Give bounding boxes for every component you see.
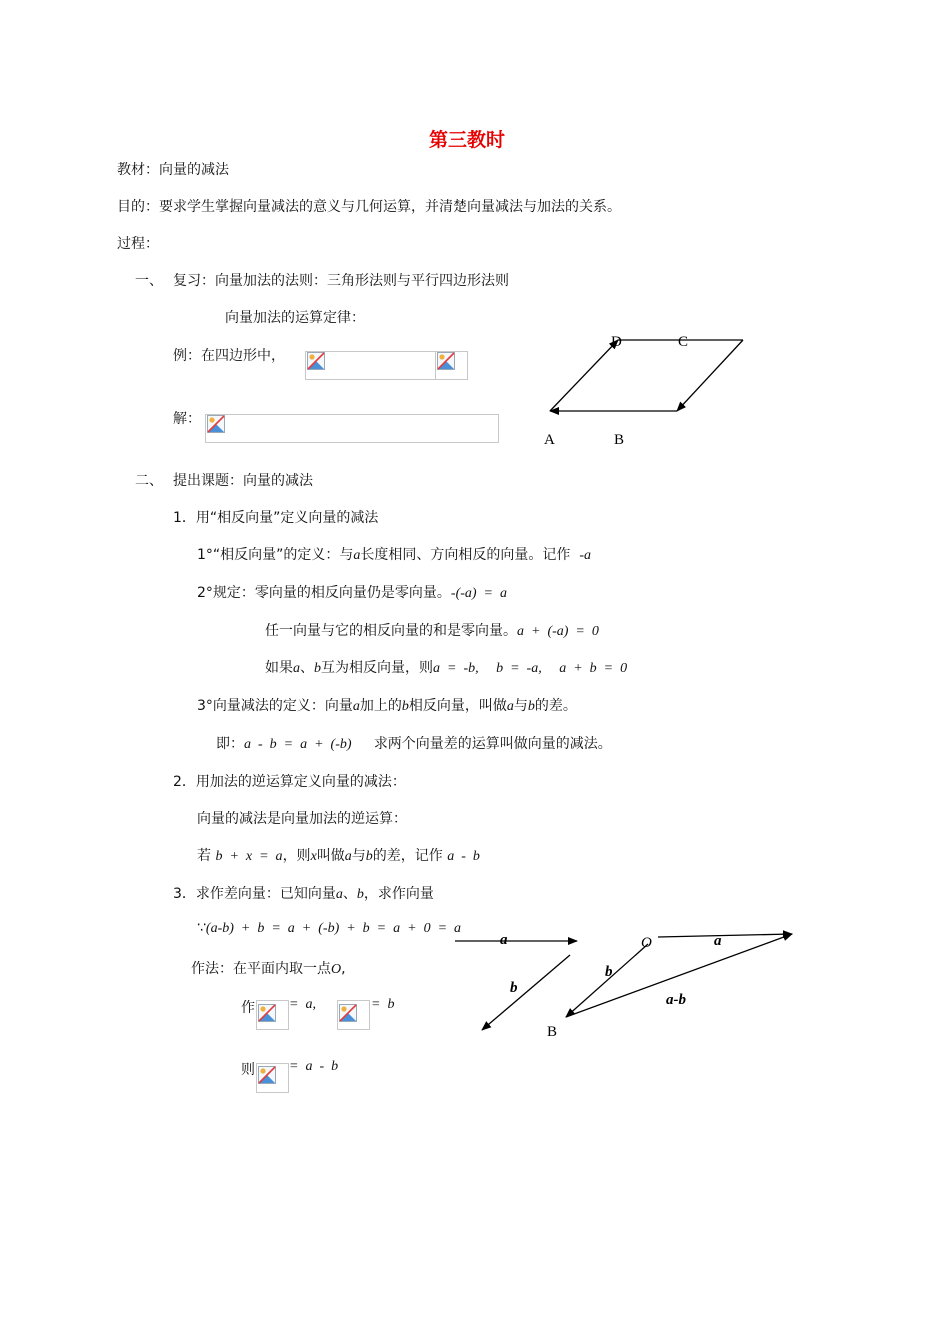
section-1-heading: 复习：向量加法的法则：三角形法则与平行四边形法则 [173,273,509,289]
make-label: 作 [241,1000,255,1016]
point-2-heading: 2．用加法的逆运算定义向量的减法： [173,774,406,790]
rule-2-sum: 任一向量与它的相反向量的和是零向量。a + (-a) = 0 [265,623,599,639]
vector-CB [677,340,743,411]
point-1-heading: 1．用“相反向量”定义向量的减法 [173,510,379,526]
rule-2-opposite: 如果a、b互为相反向量，则a = -b, b = -a, a + b = 0 [265,660,628,676]
broken-image-icon [437,352,455,370]
then-equation: = a - b [289,1059,339,1074]
process-label: 过程： [117,236,159,252]
section-1-number: 一、 [135,273,163,289]
construction-method: 作法：在平面内取一点O, [191,961,346,977]
label-B: B [547,1024,558,1040]
point-3-heading: 3．求作差向量：已知向量a、b，求作向量 [173,886,434,902]
then-label: 则 [241,1062,255,1078]
broken-image-icon [207,415,225,433]
broken-image-icon [339,1004,357,1022]
definition-3: 3°向量减法的定义：向量a加上的b相反向量，叫做a与b的差。 [197,698,577,714]
broken-image-icon [307,352,325,370]
section-2-number: 二、 [135,473,163,489]
parallelogram-diagram [530,325,760,455]
label-given-a: a [500,932,508,948]
label-A: A [544,432,555,448]
because-line: ∵(a-b) + b = a + (-b) + b = a + 0 = a [197,920,462,936]
vector-OA [658,934,792,937]
vector-difference-diagram [440,920,810,1050]
subtraction-definition: 即：a - b = a + (-b) 求两个向量差的运算叫做向量的减法。 [216,736,612,752]
make-equation-a: = a, [289,997,316,1012]
inverse-definition: 若 b + x = a，则x叫做a与b的差，记作 a - b [197,848,480,864]
material-line: 教材：向量的减法 [117,162,229,178]
label-given-b: b [510,980,518,996]
make-equation-b: = b [371,997,395,1012]
label-b: b [605,964,613,980]
vector-OB [566,944,648,1017]
vector-AD [550,340,618,411]
example-line: 例：在四边形中， [173,348,285,364]
label-B: B [614,432,625,448]
section-2-heading: 提出课题：向量的减法 [173,473,313,489]
label-O: O [641,935,652,951]
label-C: C [678,334,689,350]
rule-2: 2°规定：零向量的相反向量仍是零向量。-(-a) = a [197,585,508,601]
solution-label: 解： [173,411,201,427]
given-vector-b [482,955,570,1030]
label-D: D [611,334,622,350]
label-a-minus-b: a-b [666,992,686,1008]
addition-law-line: 向量加法的运算定律： [225,310,365,326]
page-title: 第三教时 [429,129,506,151]
broken-image-icon [258,1066,276,1084]
definition-1: 1°“相反向量”的定义：与a长度相同、方向相反的向量。记作 -a [197,547,591,563]
inverse-operation-line: 向量的减法是向量加法的逆运算： [197,811,407,827]
label-a: a [714,933,722,949]
broken-image-icon [258,1004,276,1022]
goal-line: 目的：要求学生掌握向量减法的意义与几何运算，并清楚向量减法与加法的关系。 [117,199,621,215]
formula-placeholder [205,414,499,443]
